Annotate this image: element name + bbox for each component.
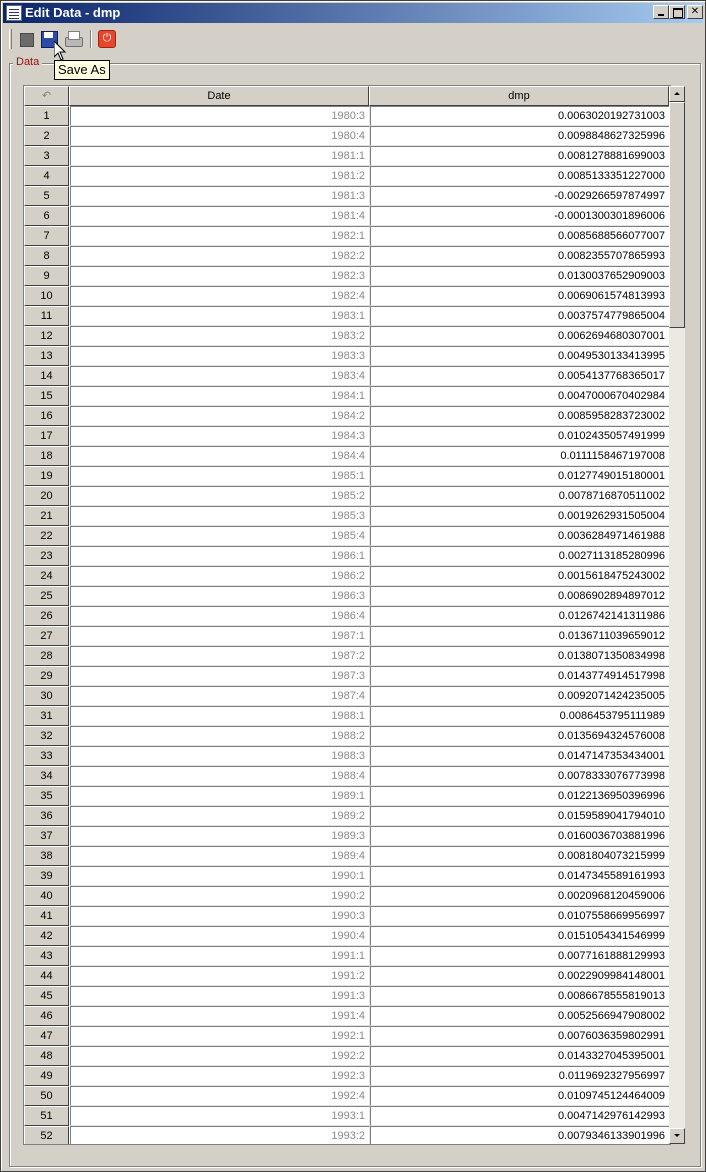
table-row[interactable] <box>24 446 670 466</box>
row-number[interactable]: 20 <box>24 486 69 506</box>
dmp-value-cell[interactable]: 0.0092071424235005 <box>370 686 670 706</box>
dmp-value-cell[interactable]: 0.0138071350834998 <box>370 646 670 666</box>
date-cell[interactable]: 1986:3 <box>70 586 370 606</box>
dmp-value-cell[interactable]: 0.0159589041794010 <box>370 806 670 826</box>
dmp-value-cell[interactable]: 0.0126742141311986 <box>370 606 670 626</box>
grid-header <box>24 86 670 106</box>
date-cell[interactable]: 1991:4 <box>70 1006 370 1026</box>
dmp-value-cell[interactable]: 0.0047000670402984 <box>370 386 670 406</box>
table-row[interactable] <box>24 666 670 686</box>
dmp-value-cell[interactable]: 0.0151054341546999 <box>370 926 670 946</box>
row-number[interactable]: 25 <box>24 586 69 606</box>
row-number[interactable]: 11 <box>24 306 69 326</box>
row-number[interactable]: 6 <box>24 206 69 226</box>
table-row[interactable] <box>24 966 670 986</box>
date-cell[interactable]: 1984:3 <box>70 426 370 446</box>
row-number[interactable]: 32 <box>24 726 69 746</box>
date-cell[interactable]: 1992:4 <box>70 1086 370 1106</box>
date-cell[interactable]: 1986:2 <box>70 566 370 586</box>
date-cell[interactable]: 1984:1 <box>70 386 370 406</box>
table-row[interactable] <box>24 866 670 886</box>
grid-rows <box>24 106 670 1145</box>
table-row[interactable] <box>24 546 670 566</box>
row-number[interactable]: 38 <box>24 846 69 866</box>
table-row[interactable] <box>24 1126 670 1145</box>
date-cell[interactable]: 1984:4 <box>70 446 370 466</box>
row-number[interactable]: 5 <box>24 186 69 206</box>
row-number[interactable]: 21 <box>24 506 69 526</box>
table-row[interactable] <box>24 646 670 666</box>
table-row[interactable] <box>24 346 670 366</box>
table-row[interactable] <box>24 386 670 406</box>
date-cell[interactable]: 1988:2 <box>70 726 370 746</box>
table-row[interactable] <box>24 1066 670 1086</box>
undo-icon[interactable]: ↶ <box>24 86 69 106</box>
row-number[interactable]: 23 <box>24 546 69 566</box>
mouse-cursor-icon <box>54 41 66 61</box>
table-row[interactable] <box>24 126 670 146</box>
dmp-value-cell[interactable]: 0.0062694680307001 <box>370 326 670 346</box>
row-number[interactable]: 18 <box>24 446 69 466</box>
table-row[interactable] <box>24 1086 670 1106</box>
table-row[interactable] <box>24 366 670 386</box>
dmp-value-cell[interactable]: 0.0086453795111989 <box>370 706 670 726</box>
dmp-value-cell[interactable]: 0.0098848627325996 <box>370 126 670 146</box>
dmp-value-cell[interactable]: 0.0019262931505004 <box>370 506 670 526</box>
row-number[interactable]: 9 <box>24 266 69 286</box>
date-cell[interactable]: 1981:1 <box>70 146 370 166</box>
save-as-tooltip: Save As <box>54 60 110 80</box>
row-number[interactable]: 28 <box>24 646 69 666</box>
toolbar <box>5 27 703 51</box>
stop-icon[interactable] <box>17 29 37 49</box>
print-icon[interactable] <box>63 29 83 49</box>
row-number[interactable]: 14 <box>24 366 69 386</box>
table-row[interactable] <box>24 146 670 166</box>
date-cell[interactable]: 1985:1 <box>70 466 370 486</box>
date-cell[interactable]: 1983:4 <box>70 366 370 386</box>
scroll-down-button[interactable] <box>669 1128 685 1144</box>
dmp-value-cell[interactable]: 0.0015618475243002 <box>370 566 670 586</box>
table-row[interactable] <box>24 906 670 926</box>
row-number[interactable]: 8 <box>24 246 69 266</box>
date-cell[interactable]: 1980:4 <box>70 126 370 146</box>
table-row[interactable] <box>24 806 670 826</box>
dmp-value-cell[interactable]: 0.0069061574813993 <box>370 286 670 306</box>
close-button[interactable]: ✕ <box>687 5 703 19</box>
maximize-button[interactable] <box>669 5 685 19</box>
date-cell[interactable]: 1986:4 <box>70 606 370 626</box>
date-cell[interactable]: 1987:3 <box>70 666 370 686</box>
row-number[interactable]: 12 <box>24 326 69 346</box>
table-row[interactable] <box>24 226 670 246</box>
dmp-value-cell[interactable]: 0.0078333076773998 <box>370 766 670 786</box>
date-cell[interactable]: 1985:2 <box>70 486 370 506</box>
dmp-value-cell[interactable]: 0.0122136950396996 <box>370 786 670 806</box>
date-cell[interactable]: 1986:1 <box>70 546 370 566</box>
row-number[interactable]: 3 <box>24 146 69 166</box>
dmp-value-cell[interactable]: 0.0085688566077007 <box>370 226 670 246</box>
row-number[interactable]: 45 <box>24 986 69 1006</box>
dmp-value-cell[interactable]: 0.0147345589161993 <box>370 866 670 886</box>
scroll-thumb[interactable] <box>669 102 685 328</box>
dmp-value-cell[interactable]: 0.0107558669956997 <box>370 906 670 926</box>
date-cell[interactable]: 1981:2 <box>70 166 370 186</box>
row-number[interactable]: 17 <box>24 426 69 446</box>
dmp-value-cell[interactable]: 0.0049530133413995 <box>370 346 670 366</box>
dmp-value-cell[interactable]: 0.0082355707865993 <box>370 246 670 266</box>
dmp-value-cell[interactable]: 0.0027113185280996 <box>370 546 670 566</box>
table-row[interactable] <box>24 686 670 706</box>
table-row[interactable] <box>24 266 670 286</box>
table-row[interactable] <box>24 326 670 346</box>
window-title: Edit Data - dmp <box>25 5 121 20</box>
dmp-value-cell[interactable]: 0.0036284971461988 <box>370 526 670 546</box>
row-number[interactable]: 40 <box>24 886 69 906</box>
row-number[interactable]: 1 <box>24 106 69 126</box>
date-cell[interactable]: 1982:4 <box>70 286 370 306</box>
exit-icon[interactable] <box>97 29 117 49</box>
table-row[interactable] <box>24 246 670 266</box>
dmp-value-cell[interactable]: 0.0022909984148001 <box>370 966 670 986</box>
date-cell[interactable]: 1983:2 <box>70 326 370 346</box>
row-number[interactable]: 29 <box>24 666 69 686</box>
row-number[interactable]: 26 <box>24 606 69 626</box>
row-number[interactable]: 22 <box>24 526 69 546</box>
table-row[interactable] <box>24 1046 670 1066</box>
row-number[interactable]: 2 <box>24 126 69 146</box>
row-number[interactable]: 16 <box>24 406 69 426</box>
date-cell[interactable]: 1982:2 <box>70 246 370 266</box>
dmp-value-cell[interactable]: 0.0109745124464009 <box>370 1086 670 1106</box>
date-cell[interactable]: 1990:1 <box>70 866 370 886</box>
document-icon <box>6 5 22 21</box>
date-cell[interactable]: 1992:3 <box>70 1066 370 1086</box>
dmp-value-cell[interactable]: 0.0085133351227000 <box>370 166 670 186</box>
dmp-value-cell[interactable]: 0.0086902894897012 <box>370 586 670 606</box>
table-row[interactable] <box>24 846 670 866</box>
row-number[interactable]: 43 <box>24 946 69 966</box>
dmp-value-cell[interactable]: 0.0135694324576008 <box>370 726 670 746</box>
dmp-value-cell[interactable]: 0.0081804073215999 <box>370 846 670 866</box>
dmp-value-cell[interactable]: 0.0076036359802991 <box>370 1026 670 1046</box>
dmp-value-cell[interactable]: 0.0111158467197008 <box>370 446 670 466</box>
dmp-value-cell[interactable]: 0.0119692327956997 <box>370 1066 670 1086</box>
date-cell[interactable]: 1980:3 <box>70 106 370 126</box>
toolbar-grip[interactable] <box>9 29 12 49</box>
date-cell[interactable]: 1988:3 <box>70 746 370 766</box>
dmp-value-cell[interactable]: 0.0077161888129993 <box>370 946 670 966</box>
dmp-value-cell[interactable]: 0.0063020192731003 <box>370 106 670 126</box>
date-cell[interactable]: 1993:2 <box>70 1126 370 1145</box>
date-cell[interactable]: 1985:3 <box>70 506 370 526</box>
dmp-value-cell[interactable]: 0.0047142976142993 <box>370 1106 670 1126</box>
row-number[interactable]: 33 <box>24 746 69 766</box>
row-number[interactable]: 39 <box>24 866 69 886</box>
date-cell[interactable]: 1991:2 <box>70 966 370 986</box>
row-number[interactable]: 37 <box>24 826 69 846</box>
dmp-value-cell[interactable]: 0.0052566947908002 <box>370 1006 670 1026</box>
table-row[interactable] <box>24 886 670 906</box>
table-row[interactable] <box>24 726 670 746</box>
date-cell[interactable]: 1988:4 <box>70 766 370 786</box>
table-row[interactable] <box>24 486 670 506</box>
dmp-value-cell[interactable]: 0.0136711039659012 <box>370 626 670 646</box>
table-row[interactable] <box>24 606 670 626</box>
table-row[interactable] <box>24 826 670 846</box>
table-row[interactable] <box>24 206 670 226</box>
data-group-label: Data <box>13 56 42 68</box>
date-cell[interactable]: 1992:1 <box>70 1026 370 1046</box>
date-cell[interactable]: 1989:1 <box>70 786 370 806</box>
table-row[interactable] <box>24 1106 670 1126</box>
table-row[interactable] <box>24 506 670 526</box>
row-number[interactable]: 31 <box>24 706 69 726</box>
dmp-value-cell[interactable]: 0.0143774914517998 <box>370 666 670 686</box>
row-number[interactable]: 13 <box>24 346 69 366</box>
date-cell[interactable]: 1983:3 <box>70 346 370 366</box>
date-cell[interactable]: 1984:2 <box>70 406 370 426</box>
table-row[interactable] <box>24 946 670 966</box>
data-grid[interactable] <box>23 85 671 1145</box>
date-cell[interactable]: 1993:1 <box>70 1106 370 1126</box>
row-number[interactable]: 19 <box>24 466 69 486</box>
date-cell[interactable]: 1985:4 <box>70 526 370 546</box>
table-row[interactable] <box>24 786 670 806</box>
table-row[interactable] <box>24 406 670 426</box>
row-number[interactable]: 10 <box>24 286 69 306</box>
date-cell[interactable]: 1987:1 <box>70 626 370 646</box>
date-cell[interactable]: 1988:1 <box>70 706 370 726</box>
row-number[interactable]: 34 <box>24 766 69 786</box>
dmp-value-cell[interactable]: 0.0127749015180001 <box>370 466 670 486</box>
date-cell[interactable]: 1981:4 <box>70 206 370 226</box>
date-cell[interactable]: 1991:3 <box>70 986 370 1006</box>
dmp-value-cell[interactable]: 0.0020968120459006 <box>370 886 670 906</box>
table-row[interactable] <box>24 746 670 766</box>
date-cell[interactable]: 1989:4 <box>70 846 370 866</box>
table-row[interactable] <box>24 626 670 646</box>
table-row[interactable] <box>24 306 670 326</box>
row-number[interactable]: 36 <box>24 806 69 826</box>
row-number[interactable]: 4 <box>24 166 69 186</box>
dmp-value-cell[interactable]: 0.0086678555819013 <box>370 986 670 1006</box>
table-row[interactable] <box>24 706 670 726</box>
date-cell[interactable]: 1989:2 <box>70 806 370 826</box>
row-number[interactable]: 15 <box>24 386 69 406</box>
title-bar[interactable] <box>3 3 703 23</box>
row-number[interactable]: 30 <box>24 686 69 706</box>
dmp-value-cell[interactable]: -0.0029266597874997 <box>370 186 670 206</box>
date-cell[interactable]: 1982:1 <box>70 226 370 246</box>
dmp-value-cell[interactable]: 0.0085958283723002 <box>370 406 670 426</box>
row-number[interactable]: 47 <box>24 1026 69 1046</box>
column-header-date[interactable]: Date <box>69 86 369 106</box>
dmp-value-cell[interactable]: 0.0081278881699003 <box>370 146 670 166</box>
table-row[interactable] <box>24 186 670 206</box>
table-row[interactable] <box>24 426 670 446</box>
dmp-value-cell[interactable]: 0.0102435057491999 <box>370 426 670 446</box>
table-row[interactable] <box>24 986 670 1006</box>
date-cell[interactable]: 1990:4 <box>70 926 370 946</box>
row-number[interactable]: 44 <box>24 966 69 986</box>
dmp-value-cell[interactable]: -0.0001300301896006 <box>370 206 670 226</box>
row-number[interactable]: 52 <box>24 1126 69 1145</box>
dmp-value-cell[interactable]: 0.0143327045395001 <box>370 1046 670 1066</box>
table-row[interactable] <box>24 286 670 306</box>
date-cell[interactable]: 1983:1 <box>70 306 370 326</box>
row-number[interactable]: 24 <box>24 566 69 586</box>
row-number[interactable]: 49 <box>24 1066 69 1086</box>
scroll-up-button[interactable] <box>669 86 685 102</box>
table-row[interactable] <box>24 586 670 606</box>
row-number[interactable]: 46 <box>24 1006 69 1026</box>
date-cell[interactable]: 1992:2 <box>70 1046 370 1066</box>
date-cell[interactable]: 1982:3 <box>70 266 370 286</box>
row-number[interactable]: 50 <box>24 1086 69 1106</box>
dmp-value-cell[interactable]: 0.0054137768365017 <box>370 366 670 386</box>
table-row[interactable] <box>24 1006 670 1026</box>
date-cell[interactable]: 1990:2 <box>70 886 370 906</box>
table-row[interactable] <box>24 766 670 786</box>
date-cell[interactable]: 1981:3 <box>70 186 370 206</box>
row-number[interactable]: 41 <box>24 906 69 926</box>
minimize-button[interactable] <box>653 5 669 19</box>
dmp-value-cell[interactable]: 0.0147147353434001 <box>370 746 670 766</box>
date-cell[interactable]: 1987:2 <box>70 646 370 666</box>
date-cell[interactable]: 1991:1 <box>70 946 370 966</box>
date-cell[interactable]: 1987:4 <box>70 686 370 706</box>
dmp-value-cell[interactable]: 0.0079346133901996 <box>370 1126 670 1145</box>
table-row[interactable] <box>24 166 670 186</box>
row-number[interactable]: 42 <box>24 926 69 946</box>
table-row[interactable] <box>24 1026 670 1046</box>
table-row[interactable] <box>24 926 670 946</box>
vertical-scrollbar[interactable] <box>669 86 685 1144</box>
row-number[interactable]: 48 <box>24 1046 69 1066</box>
date-cell[interactable]: 1989:3 <box>70 826 370 846</box>
column-header-dmp[interactable]: dmp <box>369 86 669 106</box>
toolbar-separator <box>90 30 92 48</box>
row-number[interactable]: 35 <box>24 786 69 806</box>
dmp-value-cell[interactable]: 0.0130037652909003 <box>370 266 670 286</box>
row-number[interactable]: 7 <box>24 226 69 246</box>
date-cell[interactable]: 1990:3 <box>70 906 370 926</box>
dmp-value-cell[interactable]: 0.0078716870511002 <box>370 486 670 506</box>
table-row[interactable] <box>24 466 670 486</box>
table-row[interactable] <box>24 566 670 586</box>
table-row[interactable] <box>24 106 670 126</box>
table-row[interactable] <box>24 526 670 546</box>
row-number[interactable]: 27 <box>24 626 69 646</box>
row-number[interactable]: 51 <box>24 1106 69 1126</box>
dmp-value-cell[interactable]: 0.0037574779865004 <box>370 306 670 326</box>
dmp-value-cell[interactable]: 0.0160036703881996 <box>370 826 670 846</box>
